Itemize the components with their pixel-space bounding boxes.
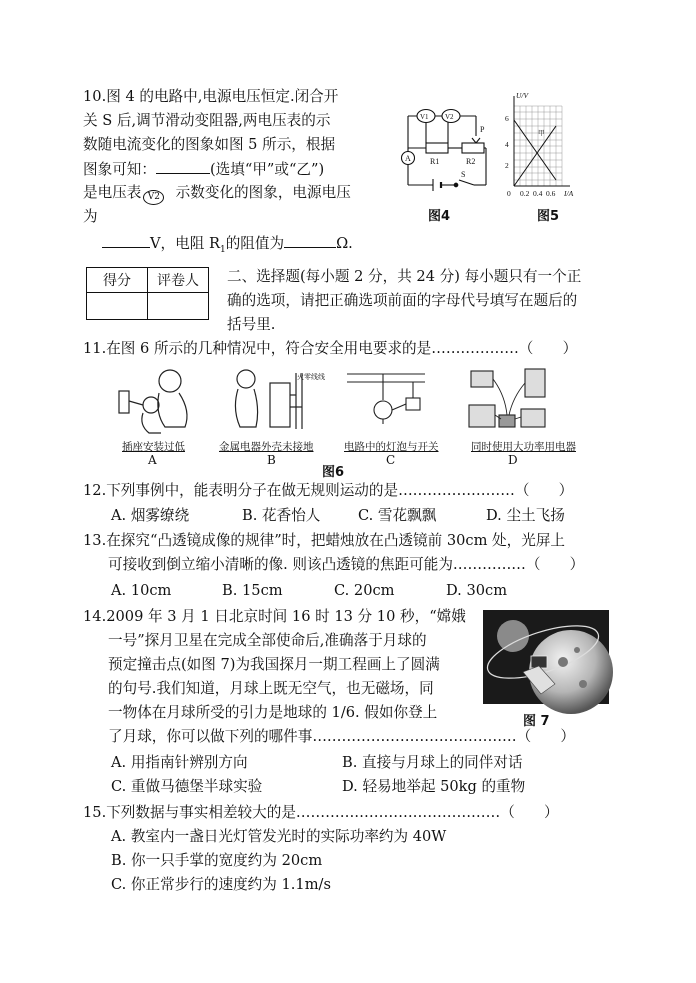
- q10-line-7-sub: 1: [219, 244, 226, 255]
- answer-blank-2[interactable]: [102, 232, 150, 248]
- q13-line-2: 可接收到倒立缩小清晰的像. 则该凸透镜的焦距可能为……………（ ）: [108, 556, 585, 573]
- q13-option-d[interactable]: D. 30cm: [446, 582, 508, 599]
- grader-header: 评卷人: [148, 268, 209, 293]
- grader-cell[interactable]: [148, 293, 209, 320]
- figure-6-label: 图6: [322, 465, 345, 480]
- voltmeter-v2-symbol: V2: [143, 190, 164, 205]
- q15-option-c[interactable]: C. 你正常步行的速度约为 1.1m/s: [111, 876, 331, 893]
- q10-line-7: [102, 232, 353, 261]
- q10-line-7a: V，电阻 R: [150, 235, 220, 252]
- q14-option-c[interactable]: C. 重做马德堡半球实验: [111, 778, 263, 795]
- q11-stem: 11.在图 6 所示的几种情况中，符合安全用电要求的是………………（ ）: [83, 340, 578, 357]
- graph-x-axis-label: I/A: [564, 189, 574, 198]
- q15-option-b[interactable]: B. 你一只手掌的宽度约为 20cm: [111, 852, 323, 869]
- q12-option-d[interactable]: D. 尘土飞扬: [486, 507, 565, 524]
- q10-line-3: 数随电流变化的图象如图 5 所示，根据: [83, 136, 336, 153]
- q14-line-6: 了月球，你可以做下列的哪件事……………………………………（ ）: [108, 728, 576, 745]
- figure-4-circuit: [396, 100, 491, 200]
- figure-4-label: 图4: [428, 209, 451, 224]
- q12-option-b[interactable]: B. 花香怡人: [242, 507, 321, 524]
- q13-option-a[interactable]: A. 10cm: [111, 582, 172, 599]
- q14-line-3: 预定撞击点(如图 7)为我国探月一期工程画上了圆满: [108, 656, 440, 673]
- q13-option-b[interactable]: B. 15cm: [222, 582, 283, 599]
- q10-line-7b: 的阻值为: [225, 235, 285, 252]
- q10-line-5b: 示数变化的图象，电源电压: [175, 184, 351, 201]
- q10-line-5a: 是电压表: [83, 184, 142, 201]
- v1-label: V1: [420, 113, 429, 121]
- fig6-b-ungrounded-appliance-icon: [224, 365, 325, 437]
- fig6-letter-d: D: [508, 453, 518, 467]
- q12-option-c[interactable]: C. 雪花飘飘: [358, 507, 437, 524]
- y-tick-4: 4: [505, 140, 509, 149]
- fig6-caption-c: 电路中的灯泡与开关: [344, 441, 439, 453]
- x-tick-0.6: 0.6: [546, 189, 556, 198]
- score-cell[interactable]: [87, 293, 148, 320]
- figure-7-moon-probe-image: [483, 610, 609, 704]
- slider-p-label: P: [480, 125, 485, 134]
- x-tick-0.2: 0.2: [520, 189, 530, 198]
- q10-line-2: 关 S 后,调节滑动变阻器,两电压表的示: [83, 112, 331, 129]
- answer-blank-3[interactable]: [284, 232, 336, 248]
- graph-y-axis-label: U/V: [516, 91, 529, 100]
- q12-stem: 12.下列事例中，能表明分子在做无规则运动的是……………………（ ）: [83, 482, 574, 499]
- q10-line-5: [83, 182, 351, 205]
- q10-line-4a: 图象可知：: [83, 161, 156, 178]
- answer-blank-1[interactable]: [156, 158, 210, 174]
- y-tick-2: 2: [505, 161, 509, 170]
- q10-line-4b: (选填“甲”或“乙”): [209, 161, 325, 178]
- score-header: 得分: [87, 268, 148, 293]
- fig6-a-socket-low-icon: [115, 365, 195, 437]
- switch-s-label: S: [461, 170, 466, 179]
- figure-7-label: 图 7: [523, 714, 550, 729]
- r1-label: R1: [430, 157, 440, 166]
- q14-option-b[interactable]: B. 直接与月球上的同伴对话: [342, 754, 523, 771]
- q13-line-1: 13.在探究“凸透镜成像的规律”时，把蜡烛放在凸透镜前 30cm 处，光屏上: [83, 532, 566, 549]
- section-2-title: 二、选择题(每小题 2 分，共 24 分) 每小题只有一个正: [227, 268, 582, 285]
- section-2-line-2: 确的选项，请把正确选项前面的字母代号填写在题后的: [227, 292, 578, 309]
- section-2-line-3: 括号里.: [227, 316, 276, 333]
- fig6-b-wire-label: 火零线线: [297, 373, 325, 381]
- q10-line-1: 10.图 4 的电路中,电源电压恒定.闭合开: [83, 88, 339, 105]
- figure-5-label: 图5: [537, 209, 560, 224]
- v2-label: V2: [445, 113, 454, 121]
- q13-option-c[interactable]: C. 20cm: [334, 582, 395, 599]
- q15-stem: 15.下列数据与事实相差较大的是……………………………………（ ）: [83, 804, 559, 821]
- score-table: [86, 267, 209, 320]
- fig6-c-lamp-switch-icon: [343, 368, 428, 438]
- fig6-caption-d: 同时使用大功率用电器: [471, 441, 576, 453]
- q15-option-a[interactable]: A. 教室内一盏日光灯管发光时的实际功率约为 40W: [111, 828, 447, 845]
- q10-line-4: [83, 158, 324, 181]
- fig6-caption-a: 插座安装过低: [122, 441, 185, 453]
- r2-label: R2: [466, 157, 476, 166]
- x-tick-0.4: 0.4: [533, 189, 543, 198]
- figure-5-graph: [500, 88, 580, 203]
- q10-line-6: 为: [83, 208, 98, 225]
- fig6-caption-b: 金属电器外壳未接地: [219, 441, 314, 453]
- fig6-letter-a: A: [148, 453, 157, 467]
- q14-line-1: 14.2009 年 3 月 1 日北京时间 16 时 13 分 10 秒，“嫦娥: [83, 608, 466, 625]
- fig6-d-high-power-appliances-icon: [463, 365, 553, 437]
- series-jia-label: 甲: [538, 130, 545, 137]
- ammeter-label: A: [405, 154, 411, 163]
- fig6-letter-c: C: [386, 453, 396, 467]
- x-tick-0: 0: [507, 189, 511, 198]
- q14-line-4: 的句号.我们知道，月球上既无空气，也无磁场，同: [108, 680, 434, 697]
- q14-line-5: 一物体在月球所受的引力是地球的 1/6. 假如你登上: [108, 704, 438, 721]
- q12-option-a[interactable]: A. 烟雾缭绕: [111, 507, 190, 524]
- q10-line-7c: Ω.: [336, 235, 353, 252]
- q14-option-a[interactable]: A. 用指南针辨别方向: [111, 754, 248, 771]
- q14-option-d[interactable]: D. 轻易地举起 50kg 的重物: [342, 778, 526, 795]
- fig6-letter-b: B: [267, 453, 276, 467]
- y-tick-6: 6: [505, 114, 509, 123]
- q14-line-2: 一号”探月卫星在完成全部使命后,准确落于月球的: [108, 632, 427, 649]
